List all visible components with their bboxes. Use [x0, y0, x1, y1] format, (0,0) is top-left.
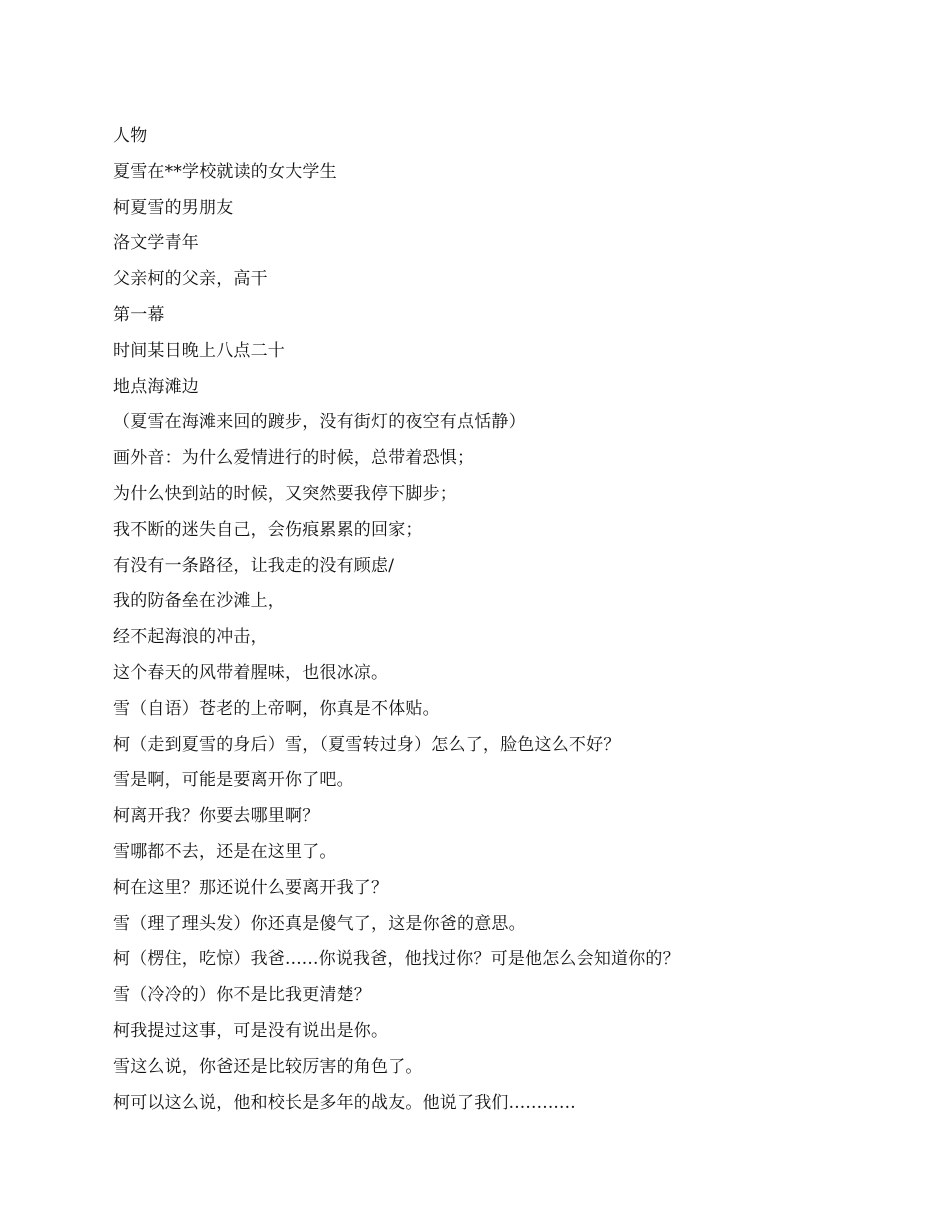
dialogue-line: 雪是啊，可能是要离开你了吧。 [113, 770, 354, 791]
heading-characters: 人物 [113, 126, 148, 146]
dialogue-line: 柯（楞住，吃惊）我爸......你说我爸，他找过你？可是他怎么会知道你的？ [113, 949, 680, 970]
act-heading: 第一幕 [113, 304, 165, 325]
script-text [113, 119, 873, 1121]
stage-direction: （夏雪在海滩来回的踱步，没有街灯的夜空有点恬静） [113, 412, 526, 433]
voiceover-line: 为什么快到站的时候，又突然要我停下脚步； [113, 483, 457, 504]
dialogue-line: 雪（冷冷的）你不是比我更清楚？ [113, 985, 371, 1006]
voiceover-line: 经不起海浪的冲击， [113, 627, 268, 648]
voiceover-line: 我不断的迷失自己，会伤痕累累的回家； [113, 519, 423, 540]
character-xiaxue: 夏雪在**学校就读的女大学生 [113, 161, 337, 182]
scene-time: 时间某日晚上八点二十 [113, 340, 285, 361]
dialogue-line: 雪（理了理头发）你还真是傻气了，这是你爸的意思。 [113, 913, 526, 934]
dialogue-line: 雪（自语）苍老的上帝啊，你真是不体贴。 [113, 698, 440, 719]
voiceover-line: 有没有一条路径，让我走的没有顾虑/ [113, 555, 395, 576]
voiceover-line: 这个春天的风带着腥味，也很冰凉。 [113, 662, 389, 683]
dialogue-line: 雪哪都不去，还是在这里了。 [113, 841, 337, 862]
dialogue-line: 柯我提过这事，可是没有说出是你。 [113, 1020, 389, 1041]
dialogue-line: 柯在这里？那还说什么要离开我了？ [113, 877, 389, 898]
character-ke: 柯夏雪的男朋友 [113, 197, 234, 218]
voiceover-line: 画外音：为什么爱情进行的时候，总带着恐惧； [113, 448, 475, 469]
dialogue-line: 雪这么说，你爸还是比较厉害的角色了。 [113, 1056, 423, 1077]
dialogue-line: 柯可以这么说，他和校长是多年的战友。他说了我们............ [113, 1092, 576, 1113]
character-father: 父亲柯的父亲，高干 [113, 269, 268, 290]
character-luo: 洛文学青年 [113, 233, 199, 254]
scene-place: 地点海滩边 [113, 376, 199, 397]
dialogue-line: 柯（走到夏雪的身后）雪，（夏雪转过身）怎么了，脸色这么不好？ [113, 734, 621, 755]
dialogue-line: 柯离开我？你要去哪里啊？ [113, 806, 320, 827]
voiceover-line: 我的防备垒在沙滩上， [113, 591, 285, 612]
